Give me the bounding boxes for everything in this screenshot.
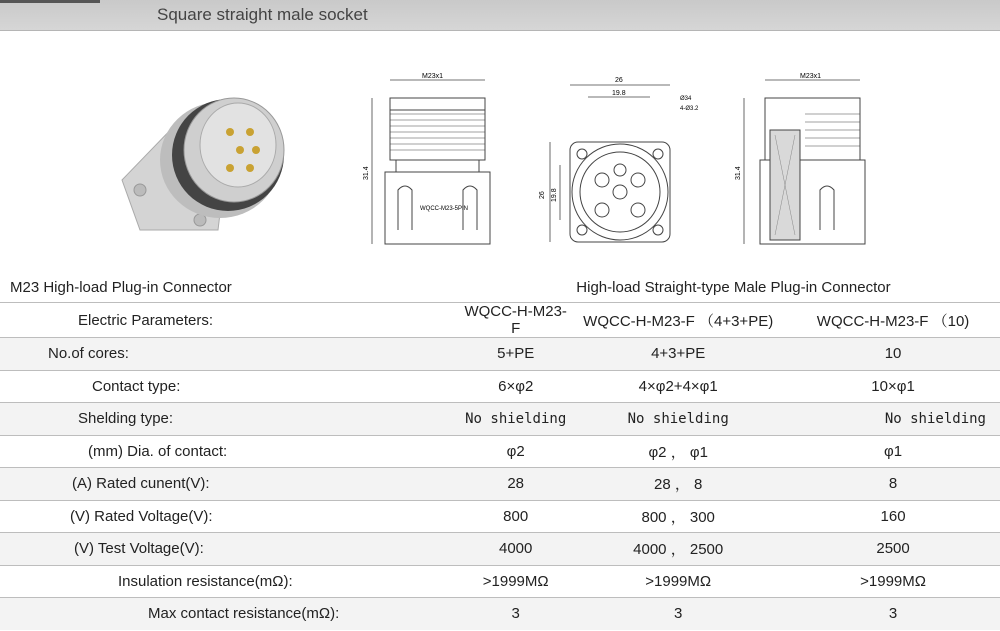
row-label: (V) Test Voltage(V): — [0, 533, 461, 566]
value-cell: 160 — [786, 500, 1000, 533]
table-row — [0, 435, 1000, 468]
heading-right: High-load Straight-type Male Plug-in Connector — [576, 279, 891, 296]
table-row — [0, 533, 1000, 566]
product-photo — [100, 70, 300, 240]
table-row — [0, 468, 1000, 501]
model-cell: WQCC-H-M23-F （4+3+PE) — [570, 303, 786, 338]
face-diameter-label: Ø34 — [680, 96, 692, 102]
front-top-dim-label: M23x1 — [422, 73, 444, 80]
row-label: No.of cores: — [0, 338, 461, 371]
value-cell: 10 — [786, 338, 1000, 371]
table-row — [0, 370, 1000, 403]
value-cell: 28 ， 8 — [570, 468, 786, 501]
value-cell: 800 ， 300 — [570, 500, 786, 533]
section-top-dim-label: M23x1 — [800, 73, 822, 80]
front-side-dim-label: 31.4 — [363, 166, 370, 180]
value-cell: 8 — [786, 468, 1000, 501]
value-cell: 2500 — [786, 533, 1000, 566]
table-row — [0, 338, 1000, 371]
table-row — [0, 403, 1000, 436]
model-cell: WQCC-H-M23-F （10) — [786, 303, 1000, 338]
value-cell: 800 — [461, 500, 570, 533]
front-body-text: WQCC-M23-5PIN — [420, 206, 469, 212]
row-label: Contact type: — [0, 370, 461, 403]
value-cell: φ2 — [461, 435, 570, 468]
table-row — [0, 500, 1000, 533]
face-inner-dim-label: 19.8 — [612, 90, 626, 97]
value-cell: 3 — [786, 598, 1000, 630]
row-label: Shelding type: — [0, 403, 461, 436]
spec-table — [0, 273, 1000, 630]
value-cell: >1999MΩ — [570, 565, 786, 598]
value-cell: 4000 ， 2500 — [570, 533, 786, 566]
value-cell: >1999MΩ — [786, 565, 1000, 598]
face-top-dim-label: 26 — [615, 77, 623, 84]
value-cell: 3 — [570, 598, 786, 630]
row-label: Max contact resistance(mΩ): — [0, 598, 461, 630]
model-cell: WQCC-H-M23-F — [461, 303, 570, 338]
value-cell: 4×φ2+4×φ1 — [570, 370, 786, 403]
heading-left: M23 High-load Plug-in Connector — [10, 279, 232, 296]
value-cell: φ2 ， φ1 — [570, 435, 786, 468]
section-view-drawing — [730, 70, 880, 270]
row-label: (V) Rated Voltage(V): — [0, 500, 461, 533]
value-cell: No shielding — [461, 403, 570, 436]
drawings-area — [0, 30, 1000, 270]
value-cell: 3 — [461, 598, 570, 630]
face-side-inner-label: 19.8 — [551, 188, 558, 202]
value-cell: 28 — [461, 468, 570, 501]
value-cell: 6×φ2 — [461, 370, 570, 403]
value-cell: 5+PE — [461, 338, 570, 371]
table-row — [0, 303, 1000, 338]
value-cell: 4000 — [461, 533, 570, 566]
row-label: (A) Rated cunent(V): — [0, 468, 461, 501]
value-cell: No shielding — [786, 403, 1000, 436]
face-view-drawing — [530, 70, 705, 270]
face-holes-label: 4-Ø3.2 — [680, 106, 699, 112]
table-row — [0, 598, 1000, 630]
row-label: Electric Parameters: — [0, 303, 461, 338]
value-cell: No shielding — [570, 403, 786, 436]
value-cell: 4+3+PE — [570, 338, 786, 371]
row-label: Insulation resistance(mΩ): — [0, 565, 461, 598]
header-accent — [0, 0, 100, 3]
face-side-dim-label: 26 — [539, 191, 546, 199]
row-label: (mm) Dia. of contact: — [0, 435, 461, 468]
table-row — [0, 565, 1000, 598]
page-title: Square straight male socket — [157, 5, 368, 24]
value-cell: >1999MΩ — [461, 565, 570, 598]
front-view-drawing — [360, 70, 510, 270]
value-cell: φ1 — [786, 435, 1000, 468]
table-heading-row — [0, 273, 1000, 303]
header-bar — [0, 0, 1000, 31]
value-cell: 10×φ1 — [786, 370, 1000, 403]
section-side-dim-label: 31.4 — [735, 166, 742, 180]
